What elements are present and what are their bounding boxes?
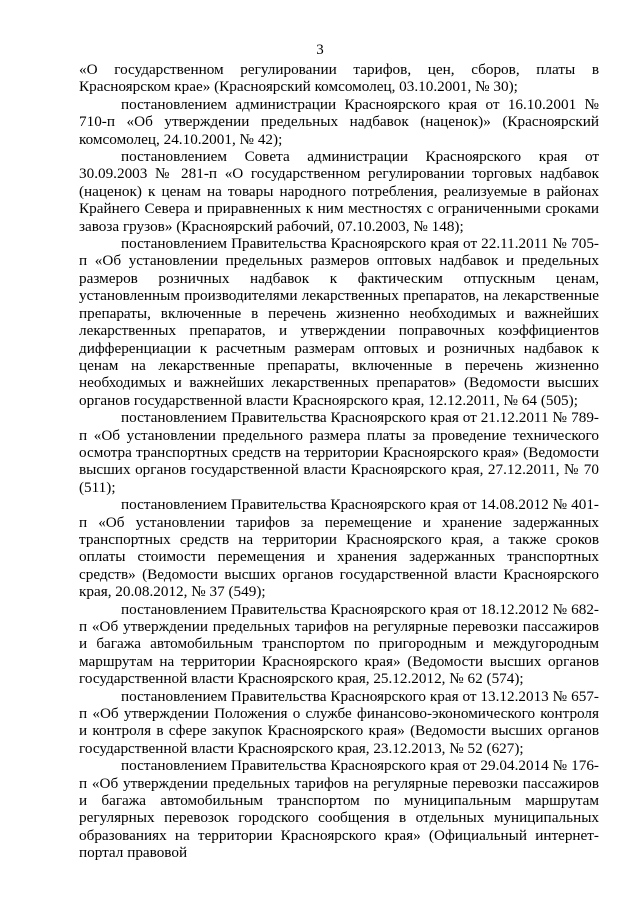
paragraph-decree-789: постановлением Правительства Красноярского края от 21.12.2011 № 789-п «Об установлении предельного размера платы за проведение технического осмотра транспортных средств на территории Красноярского края» (Ведомости высших органов государственной власти Красноярского края, 27.12.2011, № 70 (511); <box>79 409 599 496</box>
paragraph-decree-401: постановлением Правительства Красноярского края от 14.08.2012 № 401-п «Об установлении тарифов за перемещение и хранение задержанных транспортных средств на территории Красноярского края, а также сроков оплаты стоимости перемещения и хранения задержанных транспортных средств» (Ведомости высших органов государственной власти Красноярского края, 20.08.2012, № 37 (549); <box>79 496 599 601</box>
page-number: 3 <box>316 42 324 58</box>
paragraph-continuation: «О государственном регулировании тарифов, цен, сборов, платы в Красноярском крае» (Красноярский комсомолец, 03.10.2001, № 30); <box>79 61 599 96</box>
paragraph-decree-657: постановлением Правительства Красноярского края от 13.12.2013 № 657-п «Об утверждении Положения о службе финансово-экономического контроля и контроля в сфере закупок Красноярского края» (Ведомости высших органов государственной власти Красноярского края, 23.12.2013, № 52 (627); <box>79 687 599 757</box>
paragraph-decree-705: постановлением Правительства Красноярского края от 22.11.2011 № 705-п «Об установлении предельных размеров оптовых надбавок и предельных размеров розничных надбавок к фактическим отпускным ценам, установленным производителями лекарственных препаратов, на лекарственные препараты, включенные в перечень жизненно необходимых и важнейших лекарственных препаратов, и утверждении поправочных коэффициентов дифференциации к расчетным размерам оптовых и розничных надбавок к ценам на лекарственные препараты, включенные в перечень жизненно необходимых и важнейших лекарственных препаратов» (Ведомости высших органов государственной власти Красноярского края, 12.12.2011, № 64 (505); <box>79 235 599 409</box>
paragraph-decree-176: постановлением Правительства Красноярского края от 29.04.2014 № 176-п «Об утверждении предельных тарифов на регулярные перевозки пассажиров и багажа автомобильным транспортом по муниципальным маршрутам регулярных перевозок городского сообщения в отдельных муниципальных образованиях на территории Красноярского края» (Официальный интернет-портал правовой <box>79 757 599 862</box>
paragraph-decree-710: постановлением администрации Красноярского края от 16.10.2001 № 710-п «Об утверждении предельных надбавок (наценок)» (Красноярский комсомолец, 24.10.2001, № 42); <box>79 95 599 148</box>
document-body <box>79 61 599 862</box>
paragraph-decree-682: постановлением Правительства Красноярского края от 18.12.2012 № 682-п «Об утверждении предельных тарифов на регулярные перевозки пассажиров и багажа автомобильным транспортом по пригородным и междугородным маршрутам на территории Красноярского края» (Ведомости высших органов государственной власти Красноярского края, 25.12.2012, № 62 (574); <box>79 600 599 688</box>
paragraph-decree-281: постановлением Совета администрации Красноярского края от 30.09.2003 № 281-п «О государственном регулировании торговых надбавок (наценок) к ценам на товары народного потребления, реализуемые в районах Крайнего Севера и приравненных к ним местностях с ограниченными сроками завоза грузов» (Красноярский рабочий, 07.10.2003, № 148); <box>79 148 599 235</box>
